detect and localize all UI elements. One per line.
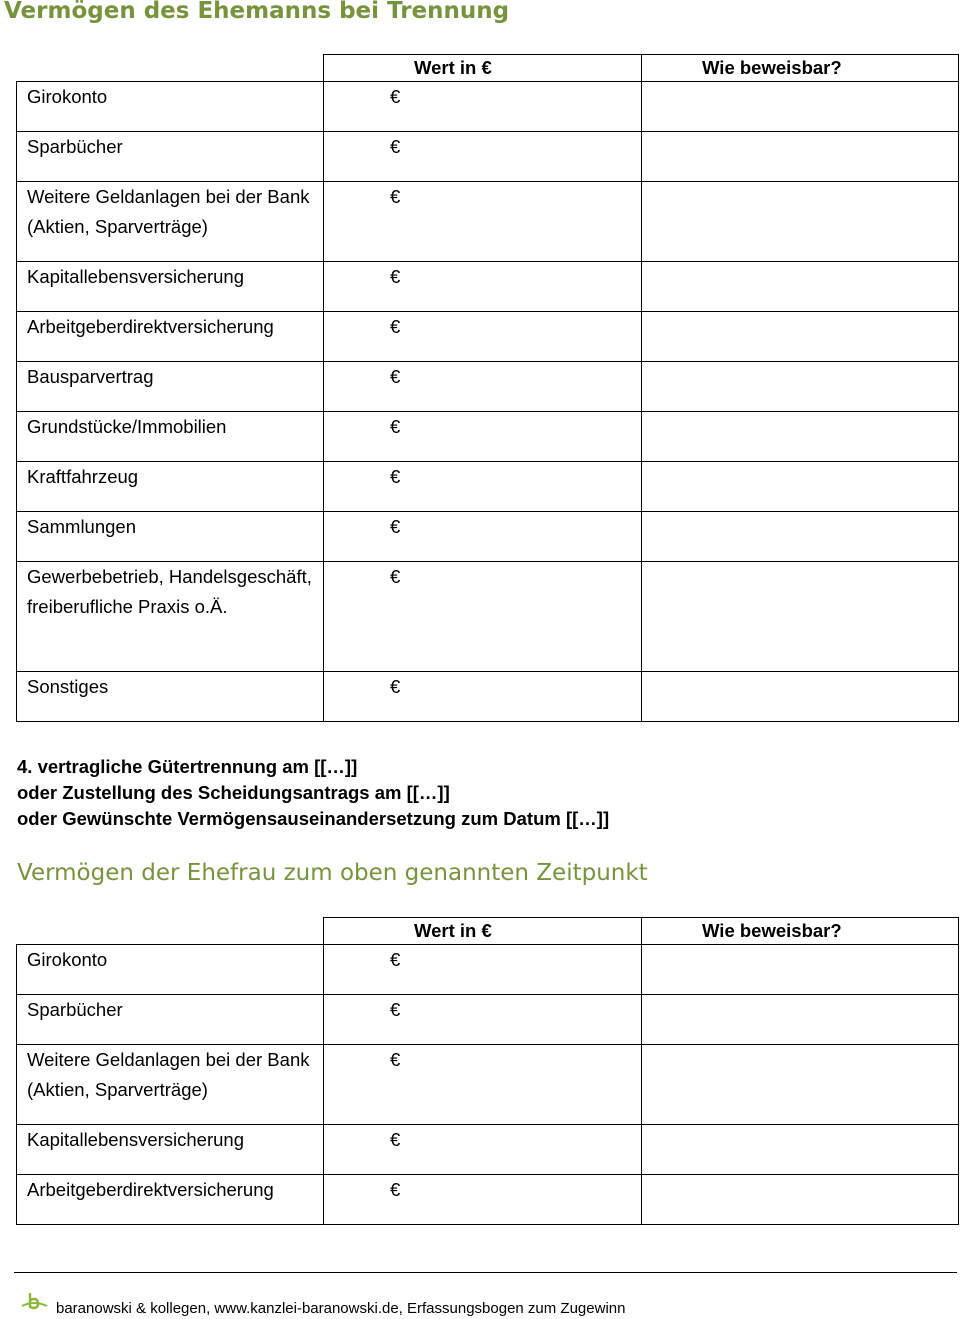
asset-label: Kraftfahrzeug	[17, 462, 324, 512]
proof-field[interactable]	[642, 312, 959, 362]
asset-label: Arbeitgeberdirektversicherung	[17, 1175, 324, 1225]
table-row	[17, 312, 959, 362]
value-field[interactable]: €	[324, 262, 642, 312]
table-row	[17, 1045, 959, 1125]
asset-label: Kapitallebensversicherung	[17, 1125, 324, 1175]
value-field[interactable]: €	[324, 462, 642, 512]
proof-field[interactable]	[642, 672, 959, 722]
value-field[interactable]: €	[324, 1175, 642, 1225]
proof-field[interactable]	[642, 945, 959, 995]
asset-label: Girokonto	[17, 82, 324, 132]
table-row	[17, 512, 959, 562]
table-row	[17, 262, 959, 312]
proof-field[interactable]	[642, 1045, 959, 1125]
table-header-row	[17, 918, 959, 945]
value-field[interactable]: €	[324, 672, 642, 722]
footer-text: baranowski & kollegen, www.kanzlei-baranowski.de, Erfassungsbogen zum Zugewinn	[56, 1300, 626, 1317]
proof-field[interactable]	[642, 362, 959, 412]
asset-label: Arbeitgeberdirektversicherung	[17, 312, 324, 362]
table-row	[17, 412, 959, 462]
table-row	[17, 82, 959, 132]
value-field[interactable]: €	[324, 182, 642, 262]
asset-label: Girokonto	[17, 945, 324, 995]
proof-field[interactable]	[642, 562, 959, 672]
date-conditions	[17, 754, 609, 832]
table-row	[17, 672, 959, 722]
value-field[interactable]: €	[324, 312, 642, 362]
table-row	[17, 132, 959, 182]
value-field[interactable]: €	[324, 562, 642, 672]
asset-label: Sparbücher	[17, 132, 324, 182]
proof-field[interactable]	[642, 512, 959, 562]
value-field[interactable]: €	[324, 82, 642, 132]
proof-field[interactable]	[642, 1175, 959, 1225]
wife-assets-table	[16, 917, 959, 1225]
proof-field[interactable]	[642, 262, 959, 312]
table-row	[17, 362, 959, 412]
proof-field[interactable]	[642, 182, 959, 262]
proof-field[interactable]	[642, 132, 959, 182]
asset-label: Kapitallebensversicherung	[17, 262, 324, 312]
condition-line: oder Gewünschte Vermögensauseinandersetzung zum Datum [[…]]	[17, 808, 610, 829]
table-row	[17, 995, 959, 1045]
asset-label: Sammlungen	[17, 512, 324, 562]
column-header-proof: Wie beweisbar?	[642, 55, 959, 82]
asset-label: Gewerbebetrieb, Handelsgeschäft, freiberufliche Praxis o.Ä.	[17, 562, 324, 672]
condition-line: oder Zustellung des Scheidungsantrags am [[…]]	[17, 782, 450, 803]
column-header-proof: Wie beweisbar?	[642, 918, 959, 945]
table-header-row	[17, 55, 959, 82]
husband-assets-table	[16, 54, 959, 722]
table-row	[17, 945, 959, 995]
asset-label: Bausparvertrag	[17, 362, 324, 412]
kanzlei-logo-icon	[20, 1290, 48, 1312]
value-field[interactable]: €	[324, 1045, 642, 1125]
proof-field[interactable]	[642, 995, 959, 1045]
value-field[interactable]: €	[324, 412, 642, 462]
proof-field[interactable]	[642, 1125, 959, 1175]
table-row	[17, 462, 959, 512]
proof-field[interactable]	[642, 412, 959, 462]
table-row	[17, 562, 959, 672]
table-row	[17, 1175, 959, 1225]
asset-label: Weitere Geldanlagen bei der Bank (Aktien, Sparverträge)	[17, 182, 324, 262]
column-header-value: Wert in €	[324, 55, 642, 82]
value-field[interactable]: €	[324, 1125, 642, 1175]
value-field[interactable]: €	[324, 512, 642, 562]
value-field[interactable]: €	[324, 132, 642, 182]
value-field[interactable]: €	[324, 945, 642, 995]
asset-label: Grundstücke/Immobilien	[17, 412, 324, 462]
wife-assets-heading: Vermögen der Ehefrau zum oben genannten Zeitpunkt	[17, 860, 648, 886]
footer-divider	[14, 1272, 957, 1273]
table-row	[17, 182, 959, 262]
value-field[interactable]: €	[324, 995, 642, 1045]
condition-line: 4. vertragliche Gütertrennung am [[…]]	[17, 756, 358, 777]
husband-assets-heading: Vermögen des Ehemanns bei Trennung	[4, 0, 510, 24]
asset-label: Sonstiges	[17, 672, 324, 722]
table-row	[17, 1125, 959, 1175]
proof-field[interactable]	[642, 462, 959, 512]
asset-label: Sparbücher	[17, 995, 324, 1045]
value-field[interactable]: €	[324, 362, 642, 412]
asset-label: Weitere Geldanlagen bei der Bank (Aktien, Sparverträge)	[17, 1045, 324, 1125]
column-header-value: Wert in €	[324, 918, 642, 945]
proof-field[interactable]	[642, 82, 959, 132]
